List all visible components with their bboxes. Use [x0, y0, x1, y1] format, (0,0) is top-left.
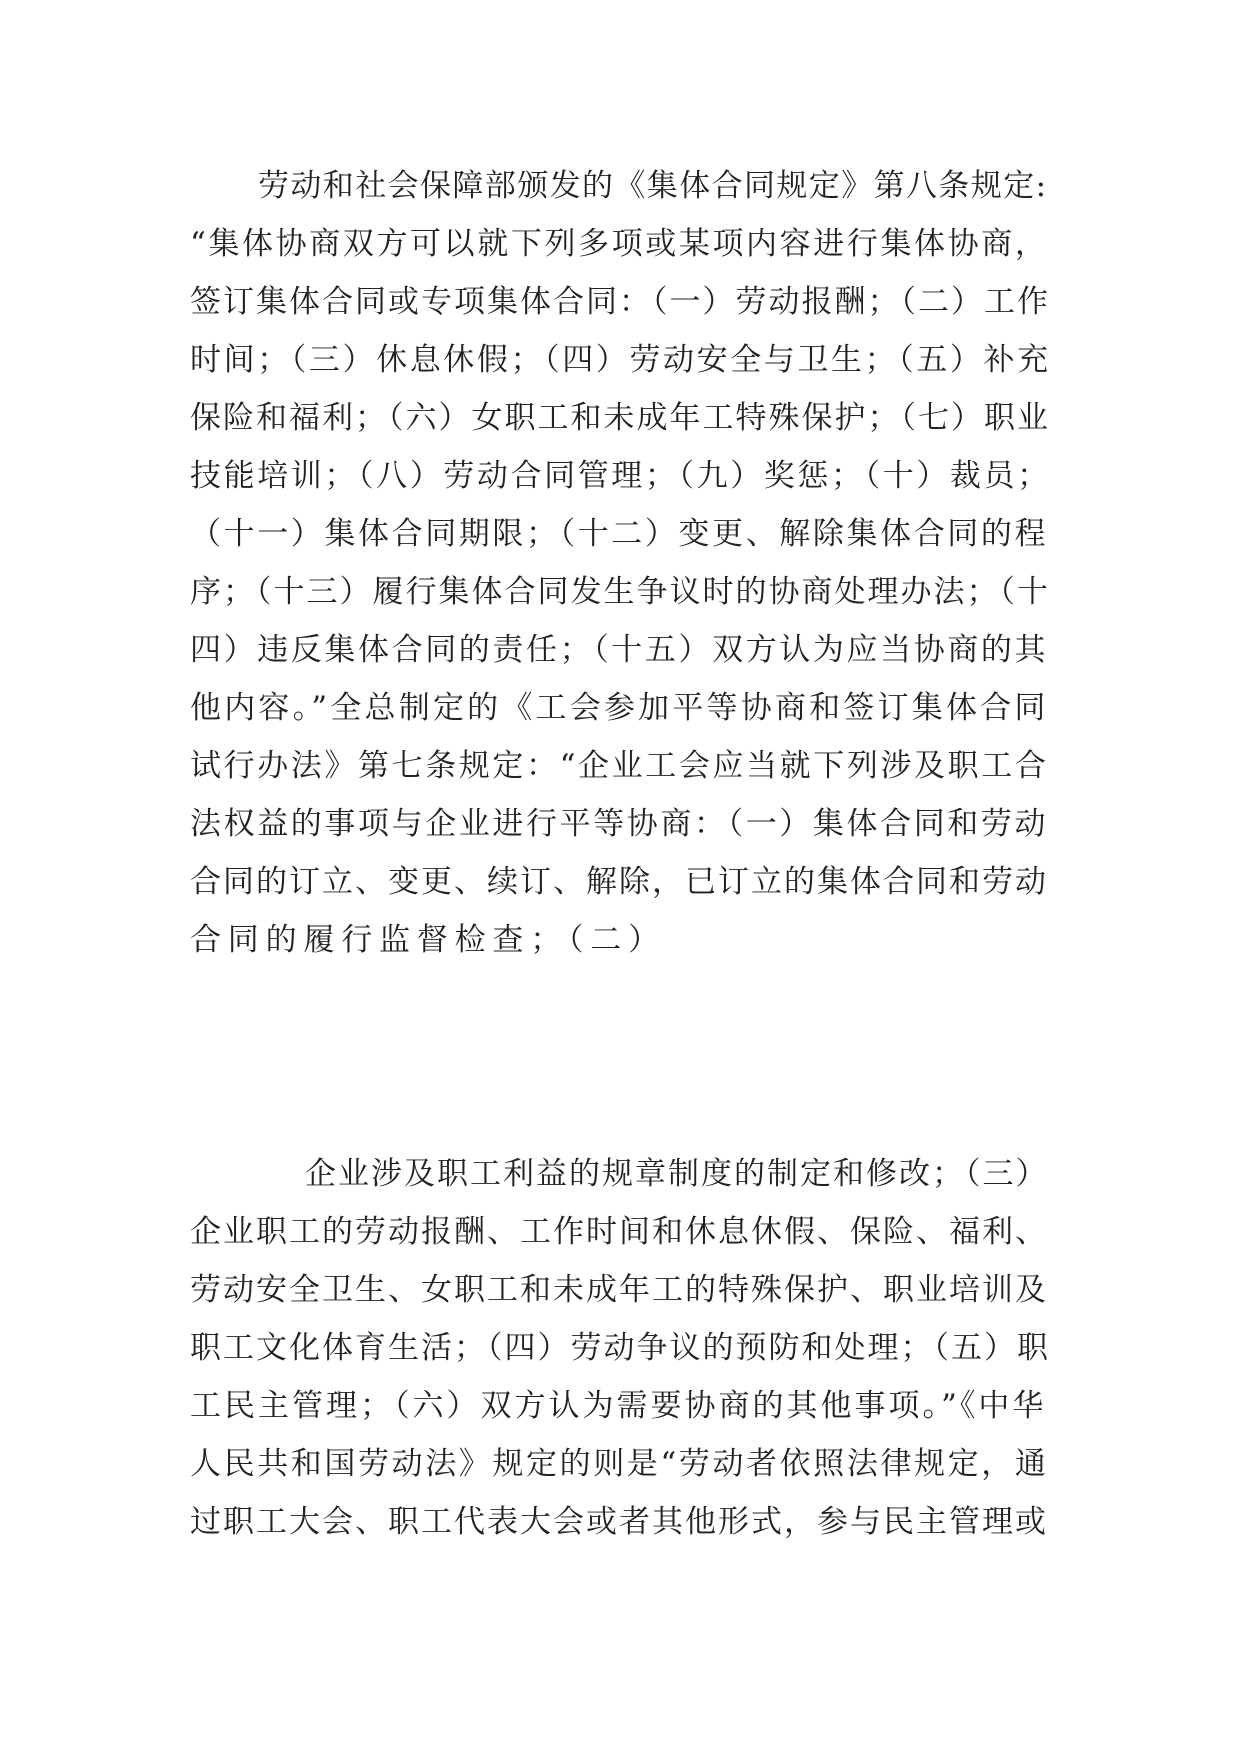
text-line: 他内容。”全总制定的《工会参加平等协商和签订集体合同 — [190, 690, 1049, 726]
text-line: 工民主管理；（六）双方认为需要协商的其他事项。”《中华 — [190, 1388, 1047, 1424]
text-line: 过职工大会、职工代表大会或者其他形式，参与民主管理或 — [190, 1504, 1048, 1540]
text-line: 合同的订立、变更、续订、解除，已订立的集体合同和劳动 — [190, 864, 1048, 900]
text-line: 人民共和国劳动法》规定的则是“劳动者依照法律规定，通 — [190, 1446, 1049, 1482]
text-line: 企业职工的劳动报酬、工作时间和休息休假、保险、福利、 — [190, 1214, 1048, 1250]
text-line: 签订集体合同或专项集体合同：（一）劳动报酬；（二）工作 — [190, 284, 1050, 320]
text-line: 试行办法》第七条规定：“企业工会应当就下列涉及职工合 — [190, 748, 1049, 784]
text-line: “集体协商双方可以就下列多项或某项内容进行集体协商， — [190, 226, 1049, 262]
text-line: 劳动安全卫生、女职工和未成年工的特殊保护、职业培训及 — [190, 1272, 1048, 1308]
text-line: 时间；（三）休息休假；（四）劳动安全与卫生；（五）补充 — [190, 342, 1051, 378]
text-line: 四）违反集体合同的责任；（十五）双方认为应当协商的其 — [190, 632, 1049, 668]
text-line: 合同的履行监督检查；（二） — [190, 922, 666, 958]
text-line: 技能培训；（八）劳动合同管理；（九）奖惩；（十）裁员； — [190, 458, 1051, 494]
text-line: 序；（十三）履行集体合同发生争议时的协商处理办法；（十 — [190, 574, 1050, 610]
text-line: （十一）集体合同期限；（十二）变更、解除集体合同的程 — [190, 516, 1049, 552]
text-line: 职工文化体育生活；（四）劳动争议的预防和处理；（五）职 — [190, 1330, 1050, 1366]
text-line: 企业涉及职工利益的规章制度的制定和修改；（三） — [305, 1156, 1049, 1192]
text-line: 保险和福利；（六）女职工和未成年工特殊保护；（七）职业 — [190, 400, 1050, 436]
text-line: 劳动和社会保障部颁发的《集体合同规定》第八条规定: — [258, 168, 1048, 204]
text-line: 法权益的事项与企业进行平等协商：（一）集体合同和劳动 — [190, 806, 1049, 842]
